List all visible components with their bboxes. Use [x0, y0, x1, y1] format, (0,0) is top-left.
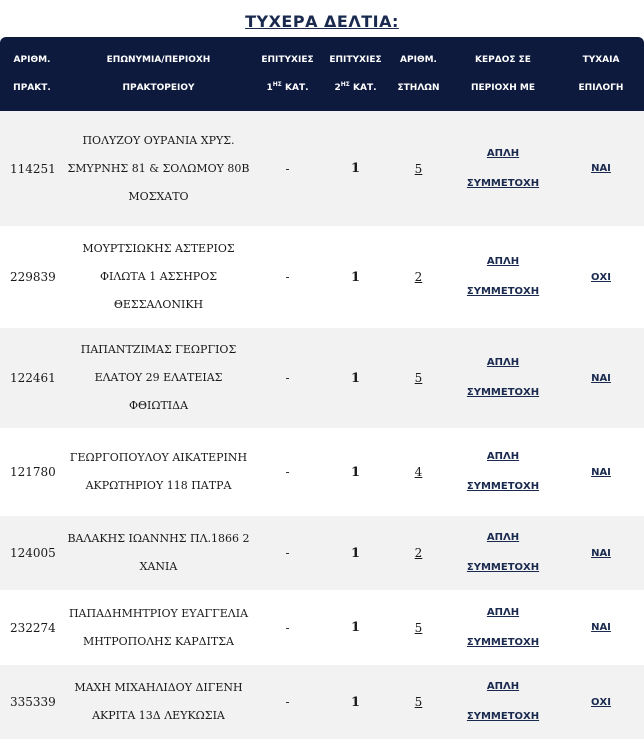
table-row: [0, 328, 644, 428]
table-row: [0, 516, 644, 590]
random-pick: [558, 226, 644, 328]
name-line: ΜΑΧΗ ΜΙΧΑΗΛΙΔΟΥ ΔΙΓΕΝΗ: [74, 681, 243, 694]
name-line: ΘΕΣΣΑΛΟΝΙΚΗ: [113, 298, 204, 311]
first-category-wins: -: [285, 620, 290, 635]
table-row: [0, 111, 644, 226]
win-type-link[interactable]: ΑΠΛΗ ΣΥΜΜΕΤΟΧΗ: [466, 532, 540, 573]
header-cols: ΑΡΙΘΜ. ΣΤΗΛΩΝ: [397, 55, 440, 93]
header-random: ΤΥΧΑΙΑ ΕΠΙΛΟΓΗ: [578, 55, 624, 93]
first-category-wins: -: [285, 270, 290, 284]
win-type-link[interactable]: ΑΠΛΗ ΣΥΜΜΕΤΟΧΗ: [466, 256, 540, 297]
first-category-wins: -: [285, 695, 290, 709]
win-type-link[interactable]: ΑΠΛΗ ΣΥΜΜΕΤΟΧΗ: [466, 451, 540, 492]
win-type: [448, 590, 558, 665]
winning-tickets-table: [0, 37, 644, 739]
name-line: ΜΗΤΡΟΠΟΛΗΣ ΚΑΡΔΙΤΣΑ: [83, 634, 234, 648]
name-line: ΜΟΥΡΤΣΙΩΚΗΣ ΑΣΤΕΡΙΟΣ: [82, 242, 235, 255]
columns-count: [389, 665, 448, 739]
random-pick-link[interactable]: ΟΧΙ: [591, 271, 611, 283]
columns-link[interactable]: 5: [414, 620, 423, 635]
columns-count: [389, 226, 448, 328]
random-pick: [558, 328, 644, 428]
header-kerdos: ΚΕΡΔΟΣ ΣΕ ΠΕΡΙΟΧΗ ΜΕ: [471, 55, 535, 93]
header-win2: ΕΠΙΤΥΧΙΕΣ $2^{H\Sigma}$ ΚΑΤ.: [329, 55, 382, 93]
agency-name: [64, 590, 253, 665]
header-win1: ΕΠΙΤΥΧΙΕΣ $1^{H\Sigma}$ ΚΑΤ.: [261, 55, 314, 93]
columns-count: [389, 328, 448, 428]
page-title: ΤΥΧΕΡΑ ΔΕΛΤΙΑ:: [245, 12, 399, 31]
name-line: ΦΘΙΩΤΙΔΑ: [128, 399, 189, 412]
agency-number: 122461: [10, 371, 56, 385]
win-type: [448, 428, 558, 516]
name-line: ΓΕΩΡΓΟΠΟΥΛΟΥ ΑΙΚΑΤΕΡΙΝΗ: [69, 451, 248, 464]
win-type-link[interactable]: ΑΠΛΗ ΣΥΜΜΕΤΟΧΗ: [466, 606, 540, 648]
columns-count: [389, 590, 448, 665]
random-pick-link[interactable]: ΝΑΙ: [591, 372, 611, 384]
name-line: ΑΚΡΙΤΑ 13Δ ΛΕΥΚΩΣΙΑ: [92, 709, 225, 722]
header-prakt: ΑΡΙΘΜ. ΠΡΑΚΤ.: [13, 55, 51, 93]
name-line: ΜΟΣΧΑΤΟ: [128, 189, 189, 203]
win-type: [448, 516, 558, 590]
second-category-wins: 1: [350, 161, 361, 176]
win-type: [448, 226, 558, 328]
columns-link[interactable]: 2: [414, 270, 423, 284]
name-line: ΣΜΥΡΝΗΣ 81 & ΣΟΛΩΜΟΥ 80Β: [67, 161, 250, 175]
columns-count: [389, 516, 448, 590]
random-pick-link[interactable]: ΝΑΙ: [591, 163, 611, 174]
second-category-wins: 1: [350, 620, 361, 635]
random-pick-link[interactable]: ΝΑΙ: [591, 466, 611, 478]
first-category-wins: -: [285, 546, 290, 560]
name-line: ΠΑΠΑΔΗΜΗΤΡΙΟΥ ΕΥΑΓΓΕΛΙΑ: [68, 606, 249, 620]
random-pick-link[interactable]: ΝΑΙ: [591, 547, 611, 559]
win-type-link[interactable]: ΑΠΛΗ ΣΥΜΜΕΤΟΧΗ: [466, 681, 540, 722]
agency-name: [64, 516, 253, 590]
random-pick: [558, 665, 644, 739]
win-type: [448, 328, 558, 428]
random-pick: [558, 111, 644, 226]
second-category-wins: 1: [350, 694, 361, 710]
table-row: [0, 665, 644, 739]
win-type: [448, 111, 558, 226]
agency-number: 121780: [10, 465, 56, 479]
name-line: ΑΚΡΩΤΗΡΙΟΥ 118 ΠΑΤΡΑ: [85, 479, 232, 492]
win-type: [448, 665, 558, 739]
random-pick: [558, 516, 644, 590]
win-type-link[interactable]: ΑΠΛΗ ΣΥΜΜΕΤΟΧΗ: [466, 147, 540, 189]
columns-link[interactable]: 4: [414, 465, 423, 479]
random-pick-link[interactable]: ΝΑΙ: [591, 622, 611, 633]
name-line: ΒΑΛΑΚΗΣ ΙΩΑΝΝΗΣ ΠΛ.1866 2: [67, 532, 250, 545]
random-pick: [558, 428, 644, 516]
columns-link[interactable]: 5: [414, 695, 423, 709]
second-category-wins: 1: [350, 269, 361, 285]
columns-count: [389, 428, 448, 516]
agency-number: 229839: [10, 270, 56, 284]
header-name: ΕΠΩΝΥΜΙΑ/ΠΕΡΙΟΧΗ ΠΡΑΚΤΟΡΕΙΟΥ: [106, 55, 211, 93]
agency-name: [64, 226, 253, 328]
second-category-wins: 1: [350, 370, 361, 386]
name-line: ΧΑΝΙΑ: [139, 560, 178, 573]
name-line: ΠΟΛΥΖΟΥ ΟΥΡΑΝΙΑ ΧΡΥΣ.: [82, 133, 235, 147]
win-type-link[interactable]: ΑΠΛΗ ΣΥΜΜΕΤΟΧΗ: [466, 357, 540, 398]
table-header-row: [0, 37, 644, 111]
columns-link[interactable]: 2: [414, 546, 423, 560]
name-line: ΦΙΛΩΤΑ 1 ΑΣΣΗΡΟΣ: [100, 270, 217, 283]
agency-number: 124005: [10, 546, 56, 560]
second-category-wins: 1: [350, 464, 361, 480]
columns-link[interactable]: 5: [414, 371, 423, 385]
random-pick-link[interactable]: ΟΧΙ: [591, 696, 611, 708]
columns-link[interactable]: 5: [414, 161, 423, 176]
table-row: [0, 226, 644, 328]
table-row: [0, 590, 644, 665]
agency-number: 335339: [10, 695, 56, 709]
first-category-wins: -: [285, 371, 290, 385]
name-line: ΕΛΑΤΟΥ 29 ΕΛΑΤΕΙΑΣ: [94, 371, 223, 384]
first-category-wins: -: [285, 161, 290, 176]
agency-name: [64, 111, 253, 226]
columns-count: [389, 111, 448, 226]
agency-number: 114251: [10, 161, 56, 176]
table-row: [0, 428, 644, 516]
second-category-wins: 1: [350, 545, 361, 561]
agency-number: 232274: [10, 620, 56, 635]
first-category-wins: -: [285, 465, 290, 479]
name-line: ΠΑΠΑΝΤΖΙΜΑΣ ΓΕΩΡΓΙΟΣ: [80, 343, 237, 356]
agency-name: [64, 428, 253, 516]
agency-name: [64, 665, 253, 739]
agency-name: [64, 328, 253, 428]
random-pick: [558, 590, 644, 665]
